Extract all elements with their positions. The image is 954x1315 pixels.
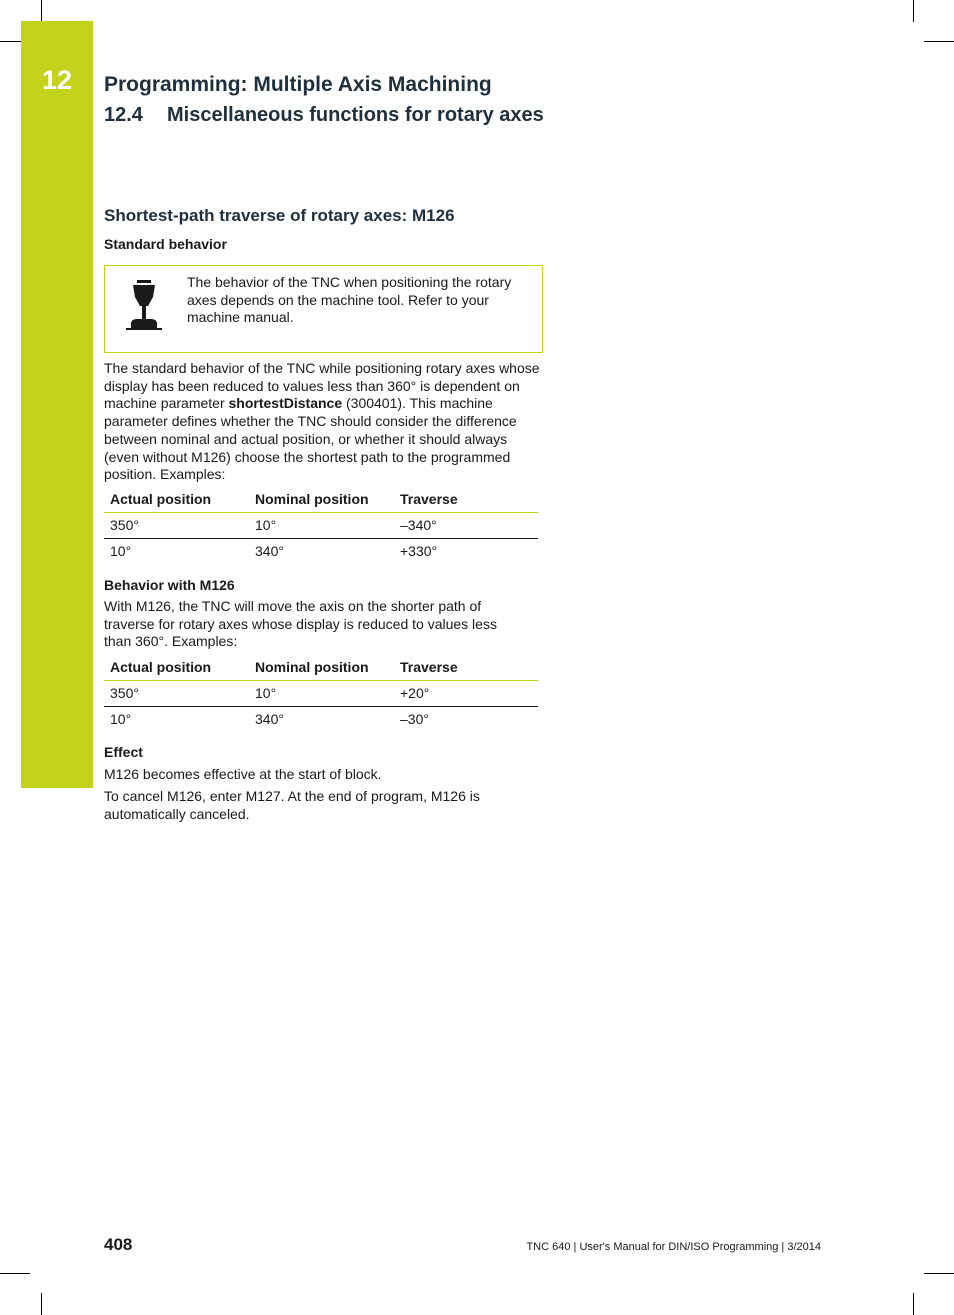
parameter-name: shortestDistance	[228, 395, 343, 412]
table-header-row	[104, 654, 538, 680]
crop-mark	[924, 1273, 954, 1274]
crop-mark	[913, 0, 914, 22]
effect-text: M126 becomes effective at the start of block.	[104, 766, 382, 782]
table-row	[104, 680, 538, 706]
table-row	[104, 538, 538, 564]
crop-mark	[924, 41, 954, 42]
crop-mark	[0, 1273, 30, 1274]
cancel-text: To cancel M126, enter M127. At the end of program, M126 is automatically canceled.	[104, 788, 480, 822]
chapter-number: 12	[41, 65, 73, 95]
table-cell: 340°	[255, 711, 284, 728]
table-cell: +330°	[400, 543, 438, 560]
m126-text: With M126, the TNC will move the axis on the shorter path of traverse for rotary axes whose display is reduced to values less than 360°. Examples:	[104, 598, 497, 650]
text-segment: (300401). This machine parameter defines whether the TNC should consider the difference between nominal and actual position, or whether it should always (even without M126) choose the shortest path to the programmed position. Examples:	[104, 395, 517, 483]
m126-heading: Behavior with M126	[104, 577, 235, 593]
machine-manual-icon	[124, 277, 164, 332]
column-header: Nominal position	[249, 654, 394, 680]
crop-mark	[41, 1293, 42, 1315]
text-segment: The standard behavior of the TNC while positioning rotary axes whose display has been reduced to values less than 360° is dependent on machine parameter	[104, 360, 540, 412]
section-title: Miscellaneous functions for rotary axes	[167, 104, 544, 126]
table-cell: 10°	[249, 512, 394, 538]
column-header: Actual position	[104, 654, 249, 680]
chapter-title: Programming: Multiple Axis Machining	[104, 73, 492, 96]
note-text: The behavior of the TNC when positioning the rotary axes depends on the machine tool. Refer to your machine manual.	[187, 274, 512, 326]
table-cell: +20°	[394, 680, 538, 706]
column-header: Traverse	[394, 654, 538, 680]
standard-behavior-text	[104, 360, 544, 484]
column-header: Nominal position	[249, 486, 394, 512]
table-cell: –340°	[394, 512, 538, 538]
section-number: 12.4	[104, 104, 143, 126]
footer-text: TNC 640 | User's Manual for DIN/ISO Programming | 3/2014	[526, 1241, 821, 1253]
chapter-side-bar	[21, 21, 93, 788]
table-row	[104, 512, 538, 538]
column-header: Actual position	[104, 486, 249, 512]
page-number: 408	[104, 1235, 133, 1254]
table-cell: 10°	[110, 543, 132, 560]
table-row	[104, 706, 538, 732]
crop-mark	[41, 0, 42, 22]
table-cell: –30°	[400, 711, 429, 728]
note-box	[104, 265, 543, 353]
table-cell: 350°	[104, 512, 249, 538]
table-cell: 10°	[110, 711, 132, 728]
table-cell: 340°	[255, 543, 284, 560]
effect-heading: Effect	[104, 744, 143, 760]
crop-mark	[913, 1293, 914, 1315]
column-header: Traverse	[394, 486, 538, 512]
table-cell: 350°	[104, 680, 249, 706]
table-cell: 10°	[249, 680, 394, 706]
standard-behavior-table	[104, 486, 538, 564]
table-header-row	[104, 486, 538, 512]
standard-behavior-heading: Standard behavior	[104, 236, 227, 252]
m126-table	[104, 654, 538, 732]
main-heading: Shortest-path traverse of rotary axes: M126	[104, 206, 455, 225]
